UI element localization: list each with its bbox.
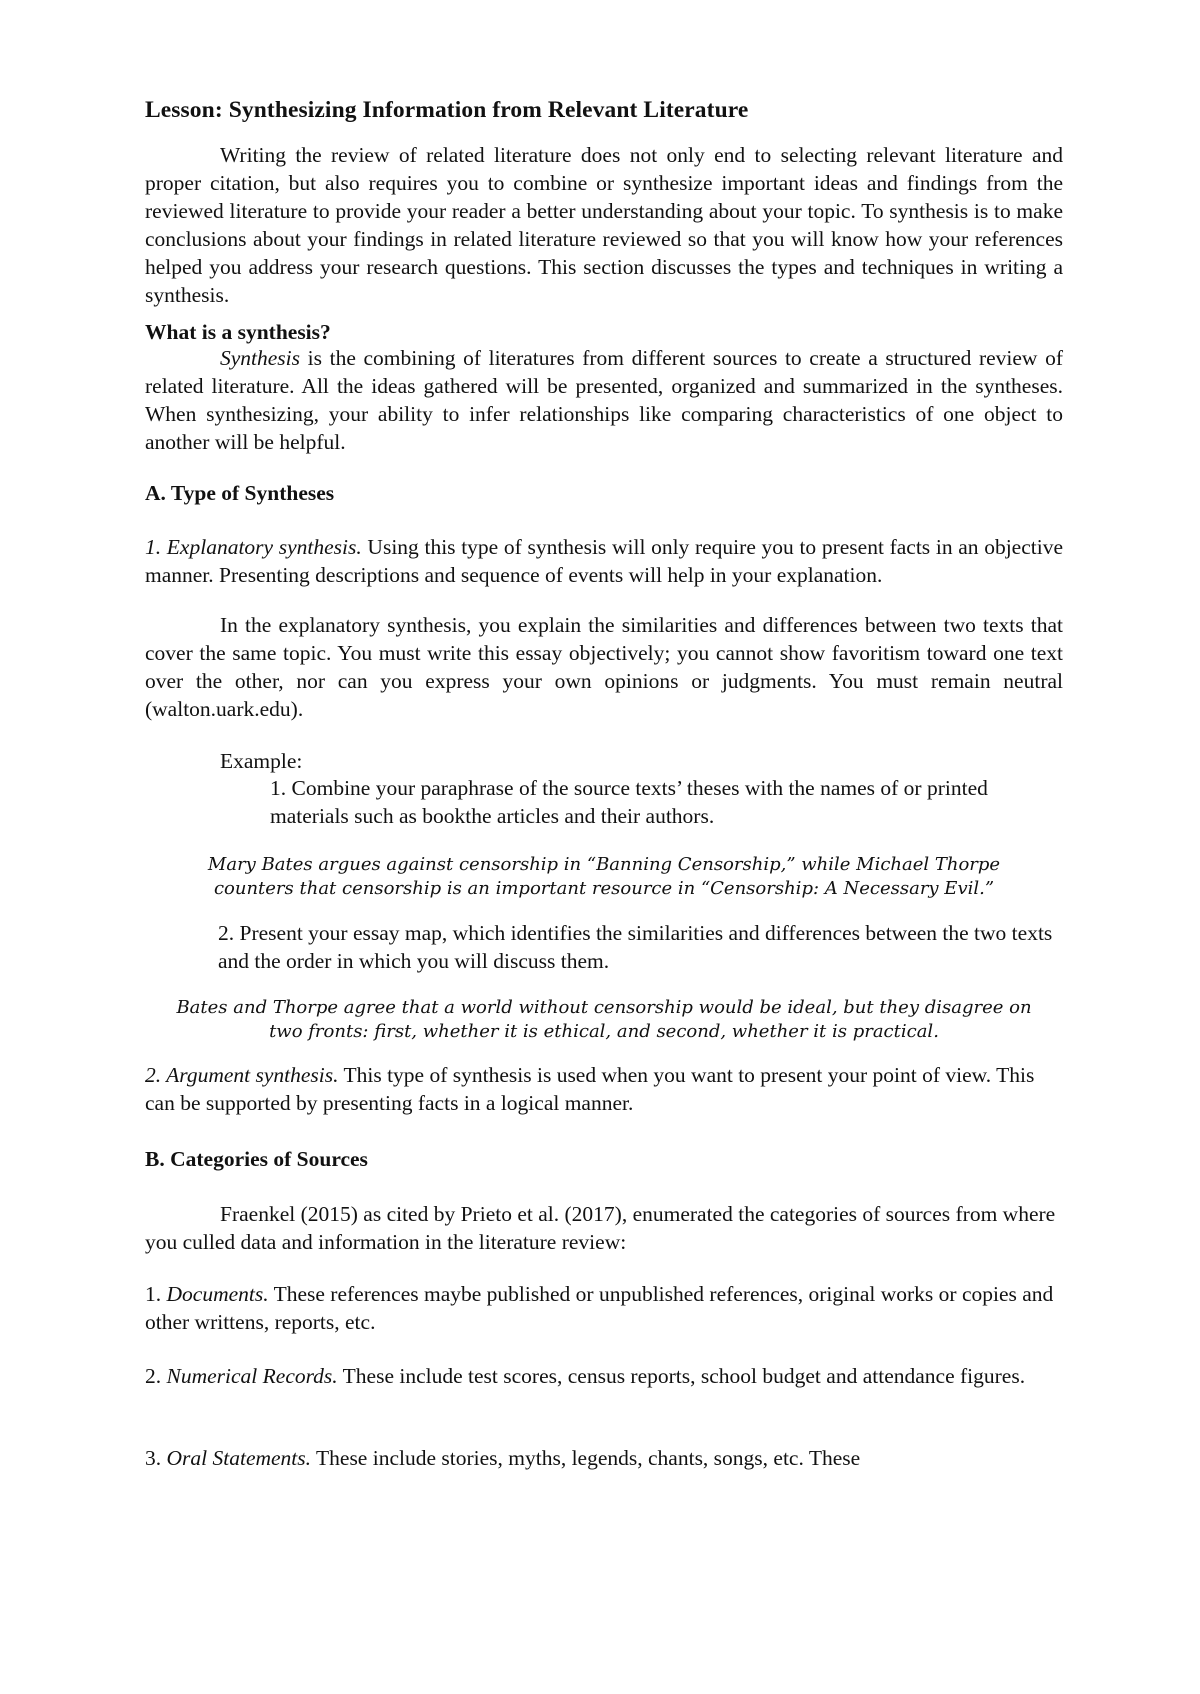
source-item-number: 2.: [145, 1364, 167, 1388]
example-quote-2-line-2: two fronts: first, whether it is ethical, and second, whether it is practical.: [269, 1021, 939, 1042]
source-item-number: 1.: [145, 1282, 167, 1306]
source-item-documents: [145, 1280, 1063, 1336]
page-title: Lesson: Synthesizing Information from Relevant Literature: [145, 97, 749, 123]
source-item-label: Documents.: [166, 1282, 269, 1306]
source-item-number: 3.: [145, 1446, 167, 1470]
example-label: Example:: [220, 749, 303, 773]
source-item-label: Oral Statements.: [166, 1446, 312, 1470]
synthesis-definition-text: is the combining of literatures from different sources to create a structured review of related literature. All the ideas gathered will be presented, organized and summarized in the syntheses. When synthesizing, your ability to infer relationships like comparing characteristics of one object to another will be helpful.: [145, 346, 1063, 454]
argument-label: 2. Argument synthesis.: [145, 1063, 339, 1087]
explanatory-label: 1. Explanatory synthesis.: [145, 535, 362, 559]
example-quote-1-line-2: counters that censorship is an important resource in “Censorship: A Necessary Evil.”: [213, 878, 995, 899]
example-step-1: 1. Combine your paraphrase of the source texts’ theses with the names of or printed materials such as bookthe articles and their authors.: [270, 776, 988, 828]
example-quote-1: [145, 853, 1063, 901]
example-quote-2: [145, 996, 1063, 1044]
what-is-synthesis-heading: What is a synthesis?: [145, 320, 331, 344]
argument-synthesis-paragraph: [145, 1061, 1063, 1117]
explanatory-synthesis-paragraph: [145, 533, 1063, 589]
types-heading: A. Type of Syntheses: [145, 481, 335, 505]
source-item-text: These include test scores, census reports, school budget and attendance figures.: [337, 1364, 1026, 1388]
intro-paragraph: Writing the review of related literature does not only end to selecting relevant literature and proper citation, but also requires you to combine or synthesize important ideas and findings from the reviewed literature to provide your reader a better understanding about your topic. To synthesis is to make conclusions about your findings in related literature reviewed so that you will know how your references helped you address your research questions. This section discusses the types and techniques in writing a synthesis.: [145, 143, 1063, 307]
synthesis-definition-paragraph: [145, 344, 1063, 456]
source-item-text: These include stories, myths, legends, chants, songs, etc. These: [311, 1446, 861, 1470]
example-quote-1-line-1: Mary Bates argues against censorship in “Banning Censorship,” while Michael Thorpe: [207, 854, 1001, 875]
explanatory-detail-paragraph: In the explanatory synthesis, you explain the similarities and differences between two texts that cover the same topic. You must write this essay objectively; you cannot show favoritism toward one text over the other, nor can you express your own opinions or judgments. You must remain neutral (walton.uark.edu).: [145, 613, 1063, 721]
source-item-oral-statements: [145, 1444, 1063, 1472]
source-item-numerical-records: [145, 1362, 1063, 1390]
example-step-2: 2. Present your essay map, which identifies the similarities and differences between the two texts and the order in which you will discuss them.: [218, 921, 1053, 973]
sources-intro-paragraph: Fraenkel (2015) as cited by Prieto et al. (2017), enumerated the categories of sources from where you culled data and information in the literature review:: [145, 1202, 1056, 1254]
synthesis-term: Synthesis: [220, 346, 301, 370]
source-item-label: Numerical Records.: [166, 1364, 338, 1388]
argument-text: This type of synthesis is used when you want to present your point of view. This can be supported by presenting facts in a logical manner.: [145, 1063, 1035, 1115]
sources-heading: B. Categories of Sources: [145, 1147, 368, 1171]
explanatory-text: Using this type of synthesis will only require you to present facts in an objective manner. Presenting descriptions and sequence of events will help in your explanation.: [145, 535, 1063, 587]
example-quote-2-line-1: Bates and Thorpe agree that a world without censorship would be ideal, but they disagree on: [176, 997, 1032, 1018]
source-item-text: These references maybe published or unpublished references, original works or copies and other writtens, reports, etc.: [145, 1282, 1054, 1334]
